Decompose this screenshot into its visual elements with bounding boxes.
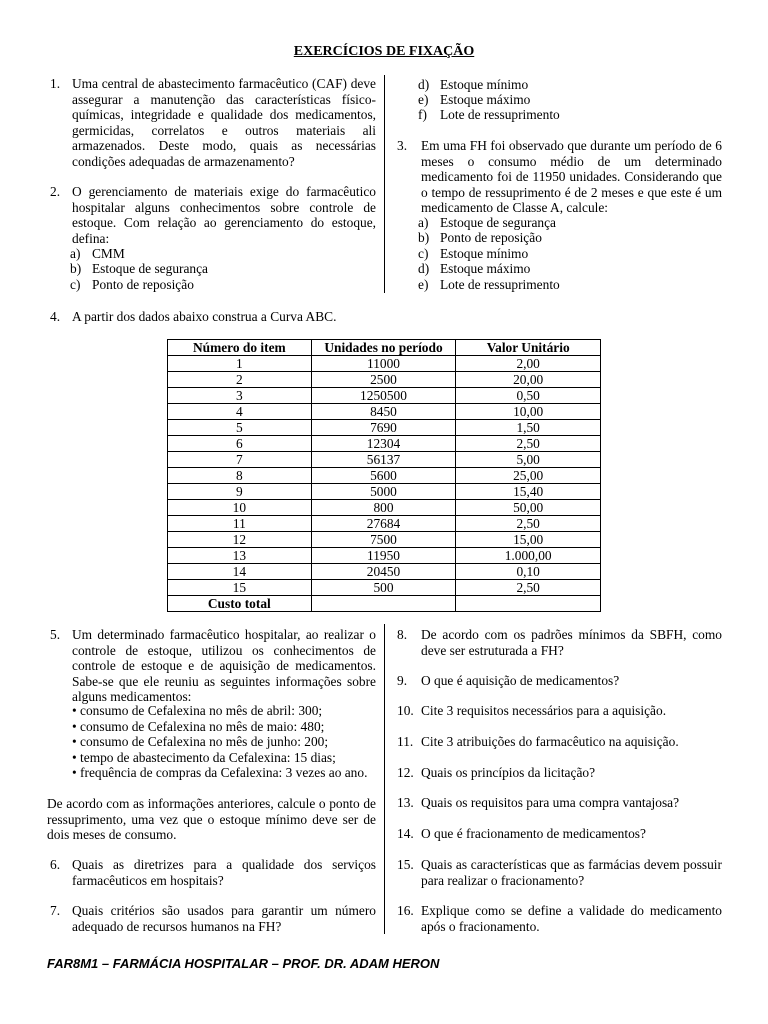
- question-13: [397, 795, 722, 811]
- question-text: Explique como se define a validade do medicamento após o fracionamento.: [421, 903, 722, 934]
- option-item: b) Ponto de reposição: [418, 230, 542, 245]
- question-number: 11.: [397, 734, 414, 749]
- table-row: [168, 564, 601, 580]
- question-15: [397, 857, 722, 888]
- table-header-row: [168, 340, 601, 356]
- table-total-row: [168, 596, 601, 612]
- abc-data-table: [167, 339, 601, 612]
- list-item: • consumo de Cefalexina no mês de maio: 480;: [72, 718, 325, 734]
- column-header: Valor Unitário: [456, 340, 601, 356]
- option-item: f) Lote de ressuprimento: [418, 107, 560, 122]
- table-cell: 11950: [311, 548, 456, 564]
- question-text: De acordo com os padrões mínimos da SBFH, como deve ser estruturada a FH?: [421, 627, 722, 658]
- table-cell: 14: [168, 564, 312, 580]
- question-11: [397, 734, 722, 750]
- option-item: a) CMM: [70, 246, 125, 261]
- table-row: [168, 404, 601, 420]
- page-footer: FAR8M1 – FARMÁCIA HOSPITALAR – PROF. DR. ADAM HERON: [47, 956, 440, 971]
- question-number: 1.: [50, 76, 61, 91]
- table-row: [168, 516, 601, 532]
- question-text: O que é aquisição de medicamentos?: [421, 673, 620, 688]
- table-row: [168, 484, 601, 500]
- table-cell: 1250500: [311, 388, 456, 404]
- question-8: [397, 627, 722, 658]
- table-cell: 20450: [311, 564, 456, 580]
- question-number: 4.: [50, 309, 61, 324]
- table-cell: 15: [168, 580, 312, 596]
- table-cell: 6: [168, 436, 312, 452]
- question-text: Quais critérios são usados para garantir um número adequado de recursos humanos na FH?: [72, 903, 376, 934]
- option-item: a) Estoque de segurança: [418, 215, 557, 230]
- table-cell: 2,00: [456, 356, 601, 372]
- table-cell: 8: [168, 468, 312, 484]
- question-text: Cite 3 atribuições do farmacêutico na aquisição.: [421, 734, 679, 749]
- table-cell: 11000: [311, 356, 456, 372]
- question-number: 16.: [397, 903, 414, 918]
- table-cell: 9: [168, 484, 312, 500]
- table-cell: 15,00: [456, 532, 601, 548]
- question-number: 14.: [397, 826, 414, 841]
- option-item: d) Estoque máximo: [418, 261, 531, 276]
- question-6: [50, 857, 376, 888]
- table-cell: 15,40: [456, 484, 601, 500]
- table-cell: 5,00: [456, 452, 601, 468]
- table-cell: 5000: [311, 484, 456, 500]
- question-text: Uma central de abastecimento farmacêutico (CAF) deve assegurar a manutenção das características físico-químicas, integridade e qualidade dos medicamentos, germicidas, correlatos e outros materiais ali armazenados. Deste modo, quais as necessárias condições adequadas de armazenamento?: [72, 76, 376, 169]
- question-text: Quais os princípios da licitação?: [421, 765, 596, 780]
- table-row: [168, 356, 601, 372]
- option-item: c) Estoque mínimo: [418, 246, 529, 261]
- table-row: [168, 548, 601, 564]
- question-number: 9.: [397, 673, 408, 688]
- table-cell: 4: [168, 404, 312, 420]
- table-cell: 10: [168, 500, 312, 516]
- table-cell: 0,50: [456, 388, 601, 404]
- table-cell: 13: [168, 548, 312, 564]
- table-cell: [456, 596, 601, 612]
- list-item: • tempo de abastecimento da Cefalexina: 15 dias;: [72, 749, 336, 765]
- question-16: [397, 903, 722, 934]
- total-label: Custo total: [168, 596, 312, 612]
- table-cell: 7690: [311, 420, 456, 436]
- table-cell: 12304: [311, 436, 456, 452]
- question-text: Quais as características que as farmácias devem possuir para realizar o fracionamento?: [421, 857, 722, 888]
- table-cell: 5: [168, 420, 312, 436]
- page-title: EXERCÍCIOS DE FIXAÇÃO: [293, 44, 475, 59]
- question-number: 5.: [50, 627, 61, 642]
- question-number: 8.: [397, 627, 408, 642]
- table-row: [168, 452, 601, 468]
- option-item: e) Lote de ressuprimento: [418, 277, 560, 292]
- question-10: [397, 703, 722, 719]
- table-cell: 56137: [311, 452, 456, 468]
- table-cell: 3: [168, 388, 312, 404]
- option-item: d) Estoque mínimo: [418, 77, 529, 92]
- table-row: [168, 468, 601, 484]
- table-cell: 25,00: [456, 468, 601, 484]
- table-row: [168, 580, 601, 596]
- question-1: [50, 76, 376, 169]
- list-item: • frequência de compras da Cefalexina: 3 vezes ao ano.: [72, 765, 368, 780]
- list-item: • consumo de Cefalexina no mês de junho: 200;: [72, 734, 329, 749]
- bullet-list: [72, 703, 376, 781]
- question-12: [397, 765, 722, 781]
- question-number: 13.: [397, 795, 414, 810]
- table-cell: 1.000,00: [456, 548, 601, 564]
- table-cell: 2500: [311, 372, 456, 388]
- option-item: c) Ponto de reposição: [70, 277, 194, 292]
- table-row: [168, 388, 601, 404]
- table-row: [168, 436, 601, 452]
- table-cell: 11: [168, 516, 312, 532]
- table-cell: 7: [168, 452, 312, 468]
- list-item: • consumo de Cefalexina no mês de abril: 300;: [72, 703, 323, 718]
- question-3: [397, 138, 722, 216]
- question-number: 10.: [397, 703, 414, 718]
- table-row: [168, 532, 601, 548]
- question-number: 2.: [50, 184, 61, 199]
- table-cell: 12: [168, 532, 312, 548]
- table-cell: 0,10: [456, 564, 601, 580]
- table-cell: 7500: [311, 532, 456, 548]
- table-cell: 2,50: [456, 436, 601, 452]
- column-header: Número do item: [168, 340, 312, 356]
- table-row: [168, 420, 601, 436]
- question-text: O gerenciamento de materiais exige do farmacêutico hospitalar alguns conhecimentos sobre controle de estoque. Com relação ao gerenciamento do estoque, defina:: [72, 184, 376, 246]
- table-cell: 500: [311, 580, 456, 596]
- table-cell: 5600: [311, 468, 456, 484]
- question-5: [50, 627, 376, 705]
- question-9: [397, 673, 722, 689]
- question-7: [50, 903, 376, 934]
- table-row: [168, 500, 601, 516]
- column-divider: [384, 624, 385, 934]
- table-cell: 27684: [311, 516, 456, 532]
- table-cell: 800: [311, 500, 456, 516]
- table-cell: 10,00: [456, 404, 601, 420]
- table-cell: 50,00: [456, 500, 601, 516]
- question-number: 12.: [397, 765, 414, 780]
- table-row: [168, 372, 601, 388]
- option-item: b) Estoque de segurança: [70, 261, 209, 276]
- question-text: Quais os requisitos para uma compra vantajosa?: [421, 795, 680, 810]
- question-text: Em uma FH foi observado que durante um período de 6 meses o consumo médio de um determinado medicamento foi de 11950 unidades. Considerando que o tempo de ressuprimento é de 2 meses e que este é um medicamento de Classe A, calcule:: [421, 138, 722, 215]
- column-header: Unidades no período: [311, 340, 456, 356]
- table-cell: [311, 596, 456, 612]
- option-item: e) Estoque máximo: [418, 92, 531, 107]
- table-cell: 20,00: [456, 372, 601, 388]
- question-number: 7.: [50, 903, 61, 918]
- table-cell: 2: [168, 372, 312, 388]
- question-4: [50, 309, 650, 325]
- question-2: [50, 184, 376, 246]
- table-cell: 2,50: [456, 580, 601, 596]
- question-text: Cite 3 requisitos necessários para a aquisição.: [421, 703, 667, 718]
- question-text: Quais as diretrizes para a qualidade dos serviços farmacêuticos em hospitais?: [72, 857, 376, 888]
- table-cell: 1: [168, 356, 312, 372]
- question-text: Um determinado farmacêutico hospitalar, ao realizar o controle de estoque, utilizou os conhecimentos de controle de estoque e de aquisição de medicamentos. Sabe-se que ele reuniu as seguintes informações sobre alguns medicamentos:: [72, 627, 376, 704]
- question-number: 15.: [397, 857, 414, 872]
- question-number: 3.: [397, 138, 408, 153]
- question-number: 6.: [50, 857, 61, 872]
- column-divider: [384, 75, 385, 293]
- question-followup-text: De acordo com as informações anteriores, calcule o ponto de ressuprimento, uma vez que o estoque mínimo deve ser de dois meses de consumo.: [47, 796, 376, 842]
- question-text: O que é fracionamento de medicamentos?: [421, 826, 646, 841]
- table-cell: 2,50: [456, 516, 601, 532]
- table-cell: 8450: [311, 404, 456, 420]
- question-text: A partir dos dados abaixo construa a Curva ABC.: [72, 309, 337, 324]
- question-14: [397, 826, 722, 842]
- table-cell: 1,50: [456, 420, 601, 436]
